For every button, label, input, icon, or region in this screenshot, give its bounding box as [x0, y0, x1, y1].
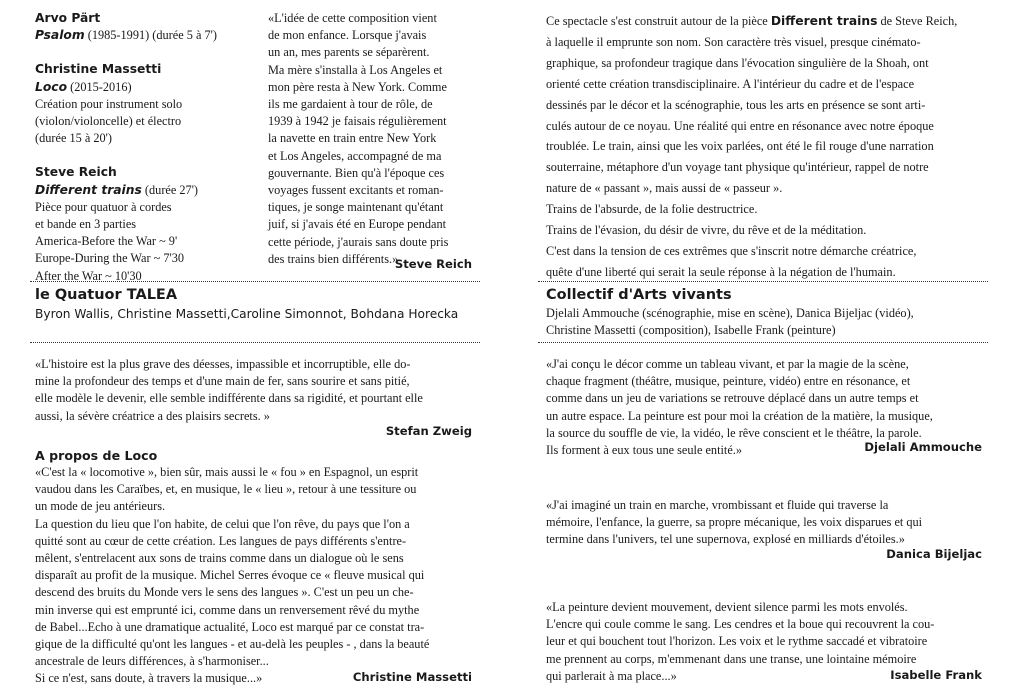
collectif-line: Christine Massetti (composition), Isabelle Frank (peinture) — [546, 322, 836, 337]
loco-line: mêlent, s'entrelacent aux sons de trains comme dans un dialogue où le sens — [35, 551, 404, 566]
quote-line: «L'histoire est la plus grave des déesses, impassible et incorruptible, elle do- — [35, 357, 411, 371]
quote-line: elle modèle le devenir, elle semble indifférente dans sa rigidité, et pourtant elle — [35, 391, 423, 406]
reich-desc-line: America-Before the War ~ 9' — [35, 234, 178, 249]
spectacle-line: orienté cette création transdisciplinaire. A l'intérieur du cadre et de l'espace — [546, 76, 915, 91]
quote-line: tiques, je songe maintenant qu'étant — [268, 200, 444, 215]
quote-line: la navette en train entre New York — [268, 131, 437, 146]
reich-desc-line: Pièce pour quatuor à cordes — [35, 199, 172, 214]
spectacle-line: C'est dans la tension de ces extrêmes que s'inscrit notre démarche créatrice, — [546, 243, 917, 258]
loco-line: de Babel...Echo à une dramatique actualité, Loco est marqué par ce constat tra- — [35, 619, 425, 634]
spectacle-line: souterraine, métaphore d'un voyage tant physique qu'intérieur, rappel de notre — [546, 160, 929, 175]
divider — [538, 342, 988, 343]
loco-desc-line: Création pour instrument solo — [35, 96, 183, 111]
loco-line: un mode de jeu antérieurs. — [35, 499, 166, 514]
collectif-title: Collectif d'Arts vivants — [546, 287, 732, 303]
quote-line: juif, si j'avais été en Europe pendant — [268, 217, 447, 232]
spectacle-line: Ce spectacle s'est construit autour de la pièce Different trains de Steve Reich, — [546, 14, 958, 28]
quote-line: termine dans l'univers, tel une supernova, explosé en milliards d'étoiles.» — [546, 532, 905, 547]
loco-line: ancestrale de leurs différences, à s'harmoniser... — [35, 654, 269, 669]
collectif-members — [546, 305, 914, 338]
quote-line: Ils forment à eux tous une seule entité.» — [546, 443, 743, 458]
divider — [30, 342, 480, 343]
bijeljac-signature: Danica Bijeljac — [886, 547, 982, 561]
collectif-line: Djelali Ammouche (scénographie, mise en scène), Danica Bijeljac (vidéo), — [546, 306, 914, 320]
quote-line: et Los Angeles, accompagné de ma — [268, 148, 442, 163]
reich-quote — [268, 10, 478, 268]
loco-line: disparaît au profit de la musique. Michel Serres évoque ce « fleuve musical qui — [35, 568, 425, 583]
spectacle-line: dessinés par le décor et la scénographie, tous les arts en présence se sont arti- — [546, 97, 926, 112]
spectacle-line: graphique, sa profondeur tragique dans l'évocation singulière de la Shoah, ont — [546, 55, 929, 70]
composer-massetti: Christine Massetti — [35, 62, 162, 77]
quote-line: «L'idée de cette composition vient — [268, 11, 437, 25]
quote-line: gouvernante. Bien qu'à l'époque ces — [268, 165, 445, 180]
loco-desc-line: (violon/violoncelle) et électro — [35, 114, 182, 129]
work-psalom: Psalom (1985-1991) (durée 5 à 7') — [35, 28, 217, 43]
quote-line: un autre espace. La peinture est pour moi la création de la matière, la musique, — [546, 408, 933, 423]
reich-signature: Steve Reich — [394, 257, 472, 271]
quote-line: comme dans un jeu de variations se retrouve déplacé dans un autre temps et — [546, 391, 919, 406]
quote-line: mine la profondeur des temps et d'une main de fer, sans sourire et sans pitié, — [35, 374, 410, 389]
divider — [538, 281, 988, 282]
quote-line: 1939 à 1942 je faisais régulièrement — [268, 114, 447, 129]
composer-part: Arvo Pärt — [35, 11, 101, 25]
spectacle-line: nature de « passant », mais aussi de « passeur ». — [546, 181, 783, 196]
quote-line: chaque fragment (théâtre, musique, peinture, vidéo) entre en résonance, et — [546, 374, 911, 389]
quote-line: leur et qui bouchent tout l'horizon. Les voix et le rythme saccadé et vibratoire — [546, 634, 928, 649]
spectacle-line: à laquelle il emprunte son nom. Son caractère très visuel, presque cinémato- — [546, 34, 921, 49]
spectacle-line: troublée. Le train, ainsi que les voix parlées, ont été le fil rouge d'une narration — [546, 139, 934, 154]
quote-line: la source du souffle de vie, la vidéo, le rêve conscient et le théâtre, la parole. — [546, 425, 922, 440]
quote-line: un an, mes parents se séparèrent. — [268, 45, 430, 60]
bijeljac-quote — [546, 497, 986, 549]
divider — [30, 281, 480, 282]
loco-desc-line: (durée 15 à 20') — [35, 131, 112, 146]
loco-line: Si ce n'est, sans doute, à travers la musique...» — [35, 671, 263, 686]
ammouche-signature: Djelali Ammouche — [864, 440, 982, 454]
reich-desc-line: Europe-During the War ~ 7'30 — [35, 251, 185, 266]
zweig-signature: Stefan Zweig — [385, 424, 472, 438]
quote-line: ils me gardaient à tour de rôle, de — [268, 97, 433, 112]
quote-line: «J'ai conçu le décor comme un tableau vivant, et par la magie de la scène, — [546, 357, 909, 371]
frank-signature: Isabelle Frank — [890, 668, 982, 682]
spectacle-line: Trains de l'absurde, de la folie destructrice. — [546, 202, 758, 217]
loco-signature: Christine Massetti — [352, 670, 472, 684]
quote-line: des trains bien différents.» — [268, 251, 399, 266]
loco-line: quitté sont au cœur de cette création. Les langues de pays différents s'entre- — [35, 533, 407, 548]
quote-line: «J'ai imaginé un train en marche, vrombissant et fluide qui traverse la — [546, 498, 889, 512]
quote-line: aussi, la sévère créatrice a des plaisirs secrets. » — [35, 408, 270, 423]
quatuor-title: le Quatuor TALEA — [35, 287, 178, 303]
quote-line: cette période, j'aurais sans doute pris — [268, 234, 449, 249]
quote-line: «La peinture devient mouvement, devient silence parmi les mots envolés. — [546, 600, 908, 614]
spectacle-line: Trains de l'évasion, du désir de vivre, du rêve et de la méditation. — [546, 223, 867, 238]
work-different-trains: Different trains (durée 27') — [35, 182, 199, 197]
loco-line: min inverse qui est emprunté ici, comme dans un renversement rêvé du mythe — [35, 602, 420, 617]
reich-desc-line: et bande en 3 parties — [35, 217, 137, 232]
quote-line: me prennent au corps, m'emmenant dans une transe, une lointaine mémoire — [546, 651, 917, 666]
quote-line: L'encre qui coule comme le sang. Les cendres et la boue qui recouvrent la cou- — [546, 617, 935, 632]
program-list — [35, 10, 255, 285]
zweig-quote — [35, 356, 475, 425]
quote-line: qui parlerait à ma place...» — [546, 668, 677, 683]
loco-text — [35, 464, 475, 688]
quote-line: mon père resta à New York. Comme — [268, 79, 447, 94]
loco-line: gique de la difficulté qu'ont les langues - et au-delà les peuples - , dans la beauté — [35, 637, 430, 652]
loco-line: La question du lieu que l'on habite, de celui que l'on rêve, du pays que l'on a — [35, 516, 410, 531]
spectacle-line: culés autour de ce noyau. Une réalité qui entre en résonance avec notre époque — [546, 118, 934, 133]
quote-line: mémoire, l'enfance, la guerre, sa propre mécanique, les voix disparues et qui — [546, 515, 923, 530]
quote-line: Ma mère s'installa à Los Angeles et — [268, 62, 443, 77]
loco-line: vaudou dans les Caraïbes, et, en musique, le « lieu », retour à une tessiture ou — [35, 482, 417, 497]
loco-line: descend des bruits du Monde vers le sens des langues ». C'est un peu un che- — [35, 585, 414, 600]
quatuor-members: Byron Wallis, Christine Massetti,Caroline Simonnot, Bohdana Horecka — [35, 307, 459, 321]
work-loco: Loco (2015-2016) — [35, 79, 132, 94]
quote-line: de mon enfance. Lorsque j'avais — [268, 28, 427, 43]
spectacle-text — [546, 11, 982, 283]
spectacle-line: quête d'une liberté qui serait la seule réponse à la négation de l'humain. — [546, 264, 896, 279]
reich-desc-line: After the War ~ 10'30 — [35, 268, 142, 283]
composer-reich: Steve Reich — [35, 165, 117, 180]
quote-line: voyages fussent excitants et roman- — [268, 183, 444, 198]
loco-heading: A propos de Loco — [35, 448, 158, 463]
loco-line: «C'est la « locomotive », bien sûr, mais aussi le « fou » en Espagnol, un esprit — [35, 465, 419, 479]
